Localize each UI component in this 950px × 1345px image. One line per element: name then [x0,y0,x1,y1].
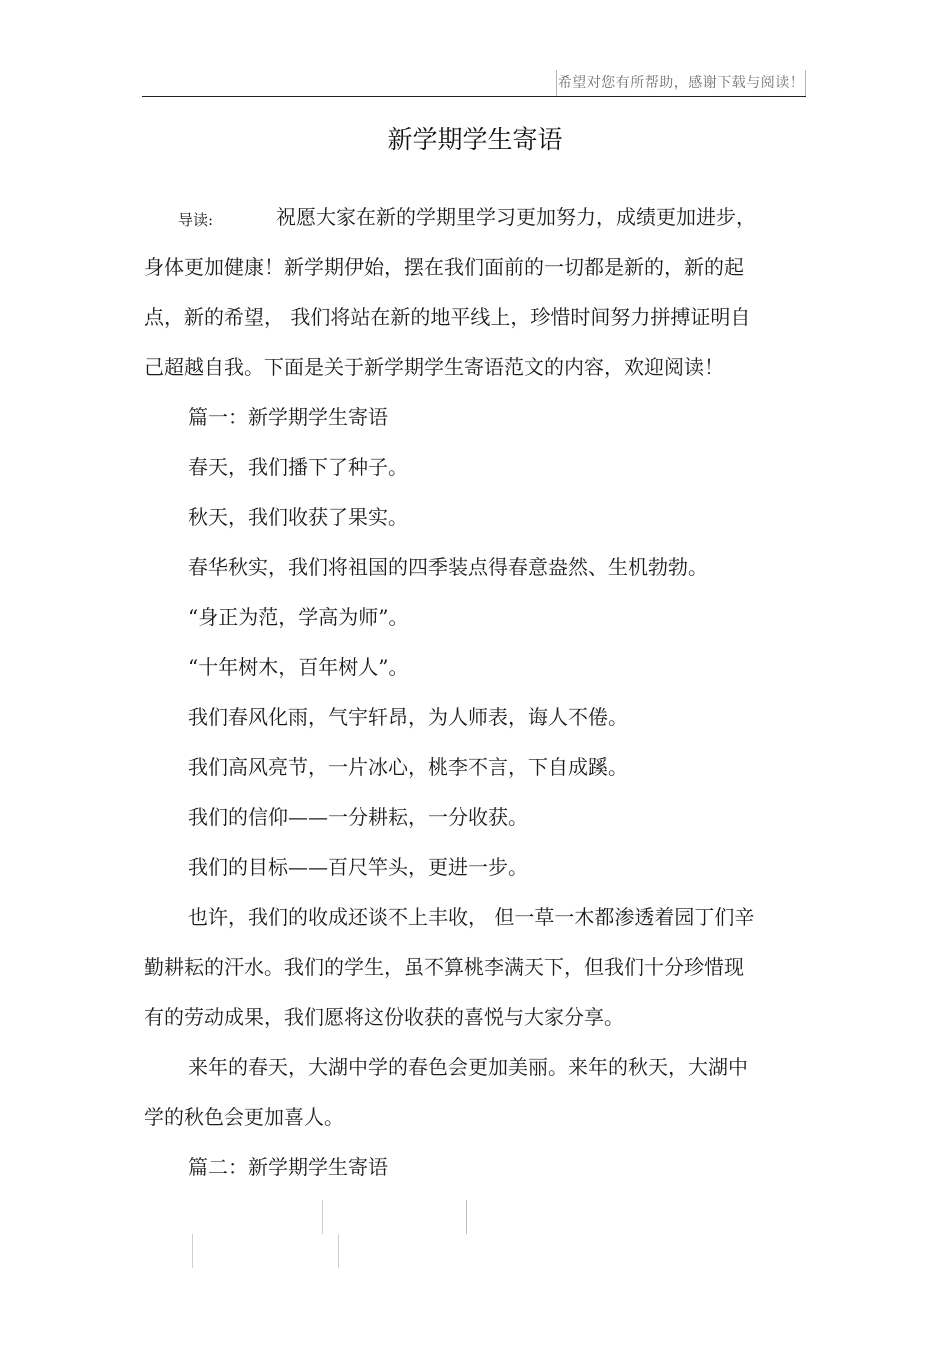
page-title: 新学期学生寄语 [387,125,563,154]
scan-artifact-line [322,1200,323,1234]
paragraph: 学的秋色会更加喜人。 [144,1105,344,1129]
paragraph: 也许，我们的收成还谈不上丰收， 但一草一木都渗透着园丁们辛 [188,905,755,929]
paragraph: 我们高风亮节，一片冰心，桃李不言，下自成蹊。 [188,755,628,779]
paragraph: 勤耕耘的汗水。我们的学生，虽不算桃李满天下，但我们十分珍惜现 [144,955,744,979]
paragraph: 有的劳动成果，我们愿将这份收获的喜悦与大家分享。 [144,1005,624,1029]
intro-line: 己超越自我。下面是关于新学期学生寄语范文的内容，欢迎阅读！ [144,355,724,379]
paragraph: 我们的目标——百尺竿头，更进一步。 [188,855,528,879]
section-heading: 篇二：新学期学生寄语 [188,1155,388,1179]
section-heading: 篇一：新学期学生寄语 [188,405,388,429]
paragraph: 我们春风化雨，气宇轩昂，为人师表，诲人不倦。 [188,705,628,729]
intro-line: 祝愿大家在新的学期里学习更加努力，成绩更加进步， [276,205,756,229]
paragraph: 来年的春天，大湖中学的春色会更加美丽。来年的秋天，大湖中 [188,1055,748,1079]
header-rule [142,96,806,97]
paragraph: 秋天，我们收获了果实。 [188,505,408,529]
intro-line: 点，新的希望， 我们将站在新的地平线上，珍惜时间努力拼搏证明自 [144,305,751,329]
paragraph: 我们的信仰——一分耕耘，一分收获。 [188,805,528,829]
paragraph: “十年树木，百年树人”。 [188,655,409,679]
intro-label: 导读: [178,211,214,229]
scan-artifact-line [192,1234,193,1268]
paragraph: 春华秋实，我们将祖国的四季装点得春意盎然、生机勃勃。 [188,555,708,579]
intro-line: 身体更加健康！新学期伊始，摆在我们面前的一切都是新的，新的起 [144,255,744,279]
scan-artifact-line [338,1234,339,1268]
scan-artifact-line [466,1200,467,1234]
paragraph: 春天，我们播下了种子。 [188,455,408,479]
header-note: 希望对您有所帮助，感谢下载与阅读！ [556,70,806,96]
paragraph: “身正为范，学高为师”。 [188,605,409,629]
